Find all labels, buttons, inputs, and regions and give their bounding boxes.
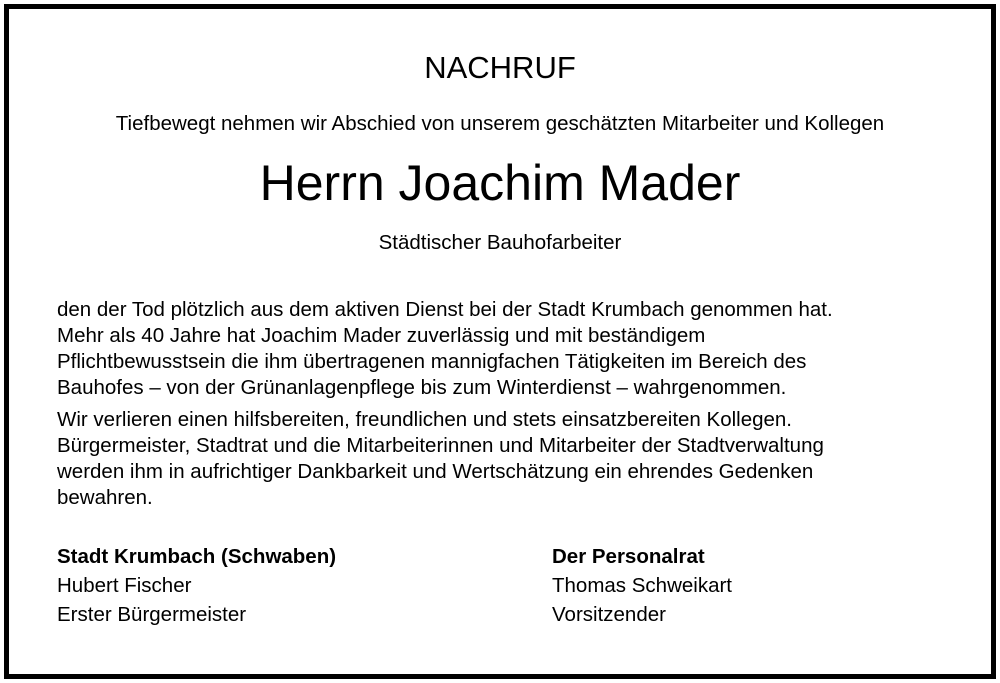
- deceased-name: Herrn Joachim Mader: [259, 155, 741, 211]
- signature-organization: Der Personalrat: [552, 545, 705, 568]
- paragraph-tribute: [57, 297, 957, 401]
- intro-line: Tiefbewegt nehmen wir Abschied von unserem geschätzten Mitarbeiter und Kollegen: [115, 112, 885, 135]
- signature-city: [57, 542, 336, 629]
- signature-staff-council: [552, 542, 732, 629]
- text-line: Pflichtbewusstsein die ihm übertragenen mannigfachen Tätigkeiten im Bereich des: [57, 350, 807, 373]
- text-line: Mehr als 40 Jahre hat Joachim Mader zuverlässig und mit beständigem: [57, 324, 706, 347]
- deceased-role: Städtischer Bauhofarbeiter: [378, 231, 622, 254]
- text-line: Bauhofes – von der Grünanlagenpflege bis zum Winterdienst – wahrgenommen.: [57, 376, 787, 399]
- paragraph-farewell: [57, 407, 957, 511]
- text-line: den der Tod plötzlich aus dem aktiven Dienst bei der Stadt Krumbach genommen hat.: [57, 298, 833, 321]
- notice-body: [57, 297, 957, 511]
- notice-title: NACHRUF: [424, 50, 576, 85]
- signature-person: Hubert Fischer: [57, 574, 192, 597]
- text-line: werden ihm in aufrichtiger Dankbarkeit und Wertschätzung ein ehrendes Gedenken: [57, 460, 814, 483]
- text-line: Wir verlieren einen hilfsbereiten, freundlichen und stets einsatzbereiten Kollegen.: [57, 408, 793, 431]
- text-line: Bürgermeister, Stadtrat und die Mitarbeiterinnen und Mitarbeiter der Stadtverwaltung: [57, 434, 824, 457]
- text-line: bewahren.: [57, 486, 153, 509]
- signature-organization: Stadt Krumbach (Schwaben): [57, 545, 337, 568]
- signature-position: Vorsitzender: [552, 603, 666, 626]
- signature-person: Thomas Schweikart: [552, 574, 733, 597]
- signature-position: Erster Bürgermeister: [57, 603, 247, 626]
